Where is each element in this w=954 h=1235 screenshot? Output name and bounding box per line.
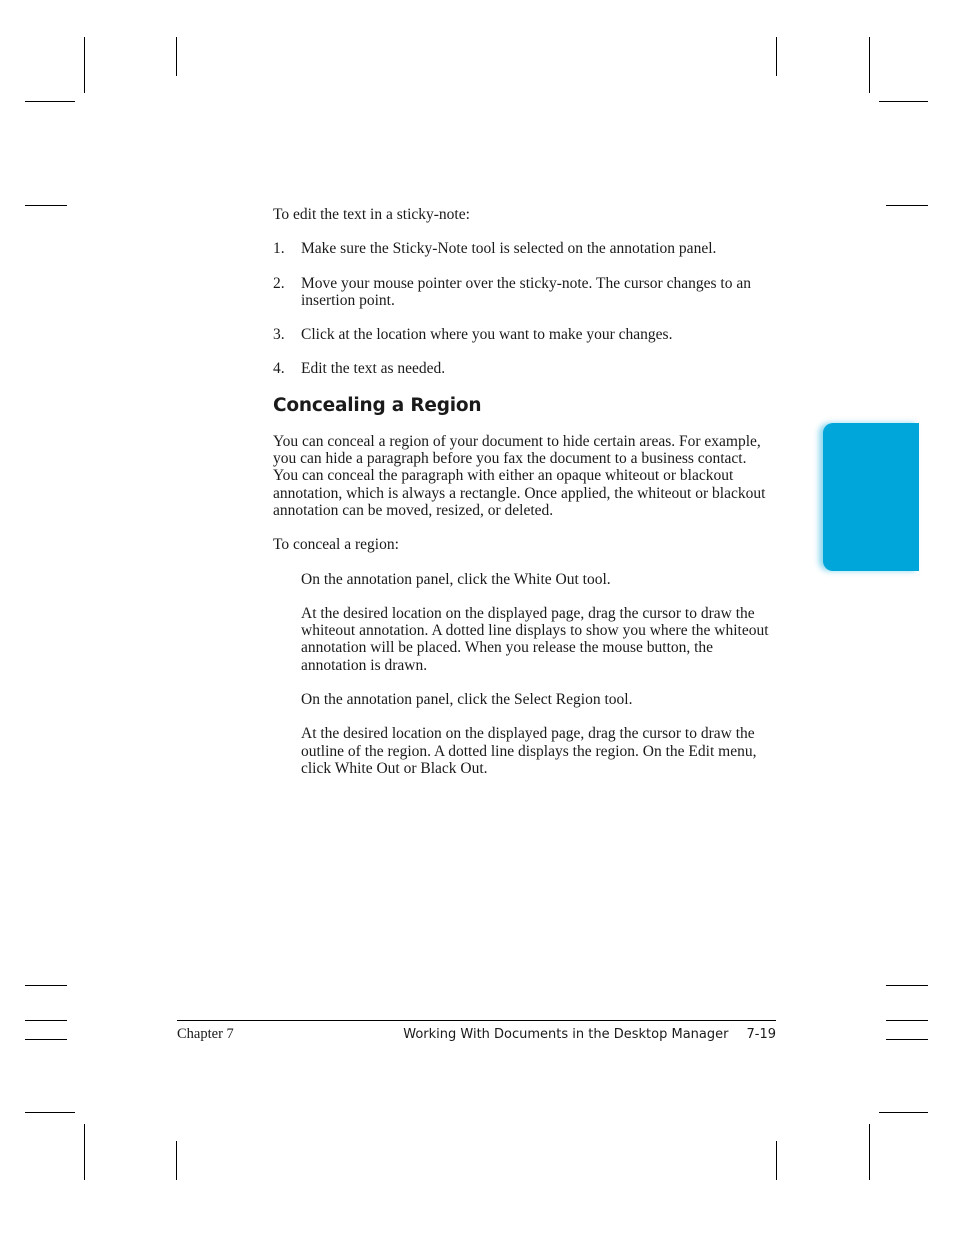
section-paragraph: You can conceal a region of your document to hide certain areas. For example, you can hide a paragraph before you fax the document to a business contact. You can conceal the paragraph with either an opaque whiteout or blackout annotation, which is always a rectangle. Once applied, the whiteout or blackout annotation can be moved, resized, or deleted. [273,432,766,519]
step-number: 4. [273,360,285,378]
step-text: Click at the location where you want to make your changes. [301,326,673,344]
list-item [273,240,773,257]
list-item: On the annotation panel, click the White Out tool. [301,570,611,588]
list-item: At the desired location on the displayed page, drag the cursor to draw the outline of the region. A dotted line displays the region. On the Edit menu, click White Out or Black Out. [301,725,757,777]
crop-mark [886,985,928,986]
crop-mark [25,205,67,206]
list-item [273,360,773,377]
crop-mark [25,985,67,986]
crop-mark [84,37,85,93]
crop-mark [776,37,777,76]
list-item: At the desired location on the displayed page, drag the cursor to draw the whiteout annotation. A dotted line displays to show you where the whiteout annotation will be placed. When you release the mouse button, the annotation is drawn. [301,604,769,674]
crop-mark [25,101,75,102]
crop-mark [84,1124,85,1180]
list-item: On the annotation panel, click the Select Region tool. [301,691,633,709]
crop-mark [176,37,177,76]
intro-text: To edit the text in a sticky-note: [273,206,470,223]
step-number: 1. [273,240,285,258]
crop-mark [879,1112,928,1113]
footer-title-area [403,1026,776,1044]
crop-mark [776,1141,777,1180]
step-text: Edit the text as needed. [301,360,446,378]
step-text: Make sure the Sticky-Note tool is selected on the annotation panel. [301,240,717,258]
crop-mark [886,205,928,206]
crop-mark [886,1039,928,1040]
list-item [273,326,773,343]
step-number: 3. [273,326,285,344]
page-number: 7-19 [746,1027,776,1042]
procedure-lead: To conceal a region: [273,536,399,554]
crop-mark [869,1124,870,1180]
footer-chapter: Chapter 7 [177,1026,234,1042]
crop-mark [25,1020,67,1021]
footer-title: Working With Documents in the Desktop Manager [403,1027,729,1042]
list-item [273,275,773,310]
crop-mark [879,101,928,102]
section-heading: Concealing a Region [273,394,482,416]
crop-mark [886,1020,928,1021]
crop-mark [176,1141,177,1180]
crop-mark [25,1039,67,1040]
page-body [273,206,773,794]
step-text: Move your mouse pointer over the sticky-note. The cursor changes to an insertion point. [301,274,751,309]
chapter-tab [823,423,919,571]
crop-mark [25,1112,75,1113]
step-number: 2. [273,274,285,292]
crop-mark [869,37,870,93]
footer-rule [177,1020,776,1021]
